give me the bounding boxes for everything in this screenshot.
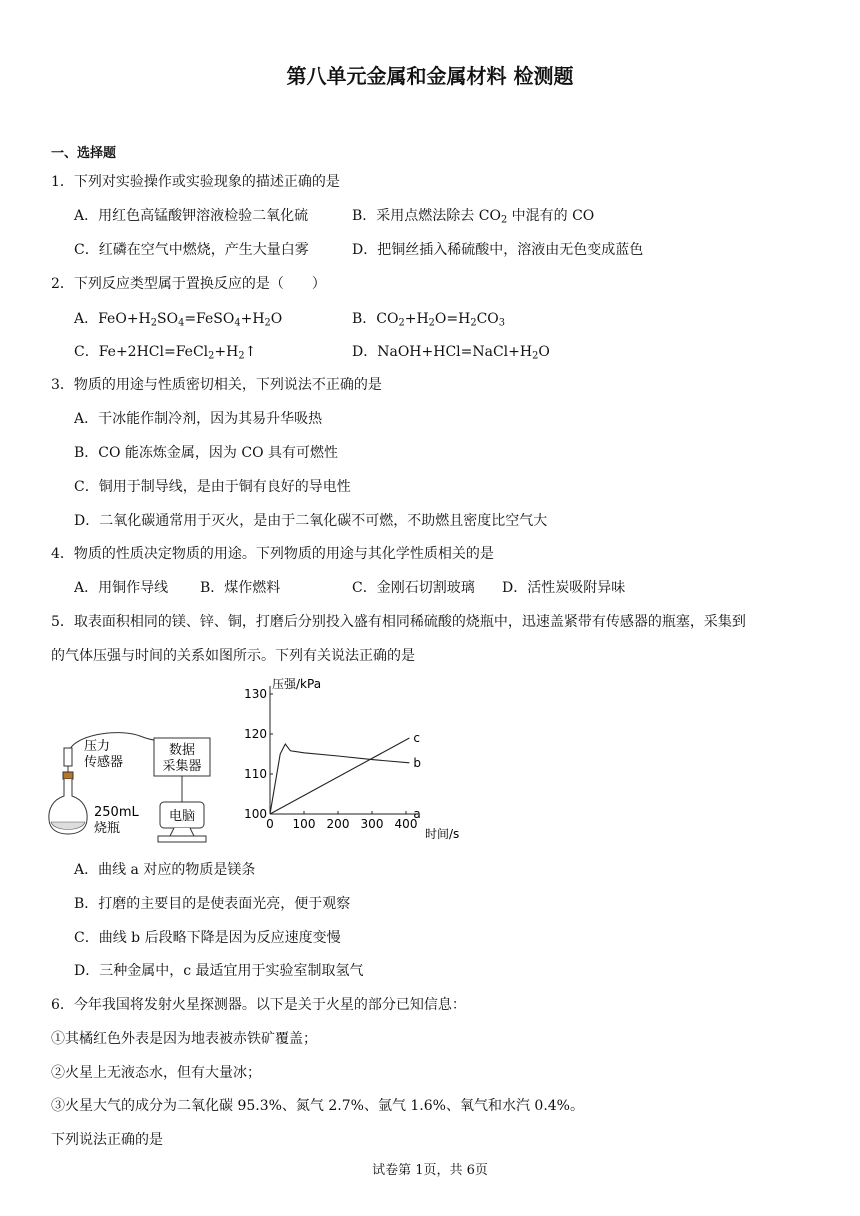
q3-option-a: A．干冰能作制冷剂，因为其易升华吸热: [74, 411, 323, 427]
q1-stem: 1．下列对实验操作或实验现象的描述正确的是: [51, 174, 340, 190]
q6-info-2: ②火星上无液态水，但有大量冰；: [51, 1065, 261, 1081]
y-tick-label: 110: [244, 767, 267, 781]
q4-stem: 4．物质的性质决定物质的用途。下列物质的用途与其化学性质相关的是: [51, 546, 494, 562]
series-label-b: b: [413, 755, 422, 770]
q4-option-d: D．活性炭吸附异味: [502, 580, 626, 596]
q4-option-a: A．用铜作导线: [74, 580, 169, 596]
series-label-c: c: [413, 731, 421, 745]
q5-stem-line1: 5．取表面积相同的镁、锌、铜，打磨后分别投入盛有相同稀硫酸的烧瓶中，迅速盖紧带有传感器的瓶塞，采集到: [51, 614, 746, 630]
q2-option-d: D．$NaOH+HCl=NaCl+H_2O$: [352, 344, 550, 362]
q1-option-a: A．用红色高锰酸钾溶液检验二氧化硫: [74, 208, 309, 224]
y-tick-label: 100: [244, 807, 267, 821]
chart-x-axis-label: 时间/s: [425, 827, 460, 841]
page-footer: 试卷第 1页，共 6页: [372, 1163, 488, 1178]
series-line-b: [270, 744, 409, 814]
q5-stem-line2: 的气体压强与时间的关系如图所示。下列有关说法正确的是: [51, 648, 415, 664]
q3-stem: 3．物质的用途与性质密切相关，下列说法不正确的是: [51, 377, 382, 393]
q6-info-1: ①其橘红色外表是因为地表被赤铁矿覆盖；: [51, 1031, 317, 1047]
computer-label: 电脑: [168, 809, 196, 824]
chart-y-axis-label: 压强/kPa: [272, 677, 322, 691]
q5-option-d: D．三种金属中，c 最适宜用于实验室制取氢气: [74, 963, 364, 979]
q1-option-c: C．红磷在空气中燃烧，产生大量白雾: [74, 242, 309, 258]
flask-label-line1: 250mL: [94, 805, 139, 820]
flask-stopper-shape: [63, 772, 73, 779]
page-title: 第八单元金属和金属材料 检测题: [286, 64, 574, 88]
x-tick-label: 300: [360, 817, 384, 831]
x-tick-label: 100: [292, 817, 316, 831]
y-tick-label: 120: [244, 727, 267, 741]
pressure-sensor-shape: [64, 748, 72, 766]
collector-label-line2: 采集器: [162, 759, 202, 774]
q6-prompt: 下列说法正确的是: [51, 1132, 163, 1148]
q5-option-c: C．曲线 b 后段略下降是因为反应速度变慢: [74, 930, 341, 946]
q6-info-3: ③火星大气的成分为二氧化碳 95.3%、氮气 2.7%、氩气 1.6%、氧气和水汽 0.4%。: [51, 1098, 584, 1114]
x-tick-label: 0: [266, 817, 274, 831]
q3-option-d: D．二氧化碳通常用于灭火，是由于二氧化碳不可燃，不助燃且密度比空气大: [74, 513, 548, 529]
apparatus-diagram: [40, 730, 245, 852]
x-tick-label: 400: [394, 817, 418, 831]
q6-stem: 6．今年我国将发射火星探测器。以下是关于火星的部分已知信息：: [51, 997, 466, 1013]
q3-option-c: C．铜用于制导线，是由于铜有良好的导电性: [74, 479, 351, 495]
q5-option-a: A．曲线 a 对应的物质是镁条: [74, 862, 256, 878]
q2-option-c: C．$Fe+2HCl=FeCl_2+H_2↑$: [74, 344, 257, 362]
collector-label-line1: 数据: [168, 743, 196, 758]
q2-stem: 2．下列反应类型属于置换反应的是（ ）: [51, 276, 326, 292]
q2-option-a: A．$FeO+H_2SO_4=FeSO_4+H_2O$: [74, 311, 283, 329]
sensor-label-line2: 传感器: [84, 755, 124, 770]
q4-option-b: B．煤作燃料: [200, 580, 281, 596]
q1-option-d: D．把铜丝插入稀硫酸中，溶液由无色变成蓝色: [352, 242, 644, 258]
q4-option-c: C．金刚石切割玻璃: [352, 580, 475, 596]
q5-option-b: B．打磨的主要目的是使表面光亮，便于观察: [74, 896, 351, 912]
x-tick-label: 200: [326, 817, 350, 831]
q3-option-b: B．CO 能冻炼金属，因为 CO 具有可燃性: [74, 445, 339, 461]
flask-label-line2: 烧瓶: [94, 821, 121, 836]
series-label-a: a: [413, 807, 421, 821]
sensor-label-line1: 压力: [84, 739, 111, 754]
q2-option-b: B．$CO_2+H_2O=H_2CO_3$: [352, 311, 505, 329]
q1-option-b: B．采用点燃法除去 $CO_2$ 中混有的 CO: [352, 208, 595, 226]
y-tick-label: 130: [244, 687, 267, 701]
pressure-time-chart: [240, 674, 470, 844]
series-line-c: [270, 738, 409, 814]
section-heading: 一、选择题: [51, 146, 117, 161]
